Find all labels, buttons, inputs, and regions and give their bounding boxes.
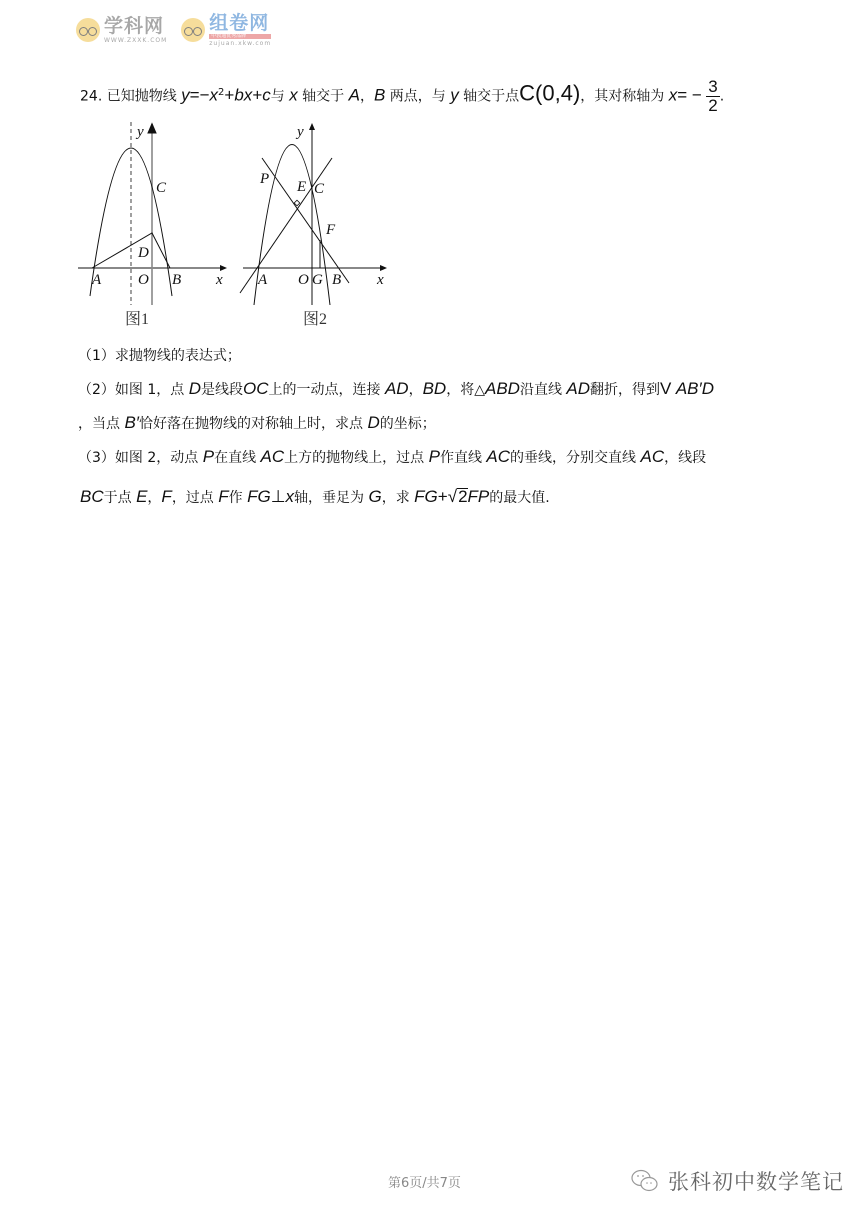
label-A: A — [258, 272, 268, 288]
brand-name: 张科初中数学笔记 — [668, 1170, 844, 1194]
part-text: 作直线 — [439, 450, 482, 466]
math-sqrt-sign: √ — [447, 487, 458, 506]
part-text: 上方的抛物线上，过点 — [284, 450, 425, 466]
stem-text: ， — [359, 88, 374, 105]
part-text: 恰好落在抛物线的对称轴上时，求点 — [138, 416, 363, 432]
part-2-line-1 — [78, 379, 714, 400]
part-text: 作 — [228, 490, 243, 506]
label-O: O — [138, 272, 149, 288]
stem-text: 轴交于 — [302, 88, 345, 105]
part-text: 在直线 — [214, 450, 257, 466]
stem-text: 与 — [270, 88, 285, 105]
part-text: 沿直线 — [519, 382, 562, 398]
math-eq: = − — [677, 85, 702, 105]
math-G: G — [368, 487, 382, 506]
logo-zujuan — [181, 11, 272, 47]
stem-text: ，其对称轴为 — [580, 88, 665, 105]
label-y: y — [297, 124, 304, 140]
label-B: B — [332, 272, 342, 288]
logo-zxxk — [76, 14, 168, 44]
footer-brand — [630, 1166, 844, 1196]
math-perp: ⊥ — [270, 487, 286, 506]
label-G: G — [312, 272, 323, 288]
stem-text: . — [719, 88, 725, 105]
label-E: E — [297, 179, 307, 195]
part-text: ，将△ — [446, 382, 485, 398]
math-x: x — [285, 487, 295, 506]
part-text: ，当点 — [78, 416, 120, 432]
part-text: ，线段 — [664, 450, 707, 466]
figure-2-caption: 图2 — [303, 311, 328, 328]
math-F: F — [161, 487, 172, 506]
math-AD: AD — [566, 379, 591, 398]
fraction-denominator: 2 — [708, 96, 718, 115]
part-3-line-2 — [80, 487, 550, 508]
part-label: （2） — [78, 382, 115, 398]
figure-2-graph — [236, 118, 396, 308]
math-y: y — [450, 85, 459, 105]
math-fraction — [706, 78, 719, 115]
part-text: 如图 1，点 — [114, 382, 185, 398]
math-x: x — [668, 85, 678, 105]
math-triangle: V — [660, 379, 672, 398]
part-text: 是线段 — [201, 382, 244, 398]
math-sqrt-radicand: 2 — [458, 487, 468, 506]
math-AC: AC — [260, 447, 285, 466]
math-point-C: C(0,4) — [519, 80, 581, 106]
math-bx: bx — [234, 85, 253, 105]
math-x: x — [289, 85, 298, 105]
math-sup: 2 — [218, 86, 225, 98]
math-E: E — [136, 487, 148, 506]
label-F: F — [326, 222, 336, 238]
math-ABprimeD: AB′D — [675, 379, 714, 398]
header-logos — [76, 10, 271, 50]
question-number: 24. — [80, 88, 103, 105]
math-FG: FG — [247, 487, 271, 506]
part-text: 的垂线，分别交直线 — [510, 450, 637, 466]
part-text: 求抛物线的表达式； — [114, 348, 241, 364]
logo-zxxk-name: 学科网 — [104, 14, 165, 37]
label-x: x — [377, 272, 384, 288]
question-stem — [80, 78, 724, 115]
logo-zxxk-url: WWW.ZXXK.COM — [104, 36, 168, 44]
part-2-line-2 — [78, 413, 436, 434]
label-C: C — [314, 181, 325, 197]
stem-text: 两点，与 — [389, 88, 446, 105]
math-ABD: ABD — [485, 379, 520, 398]
math-FP: FP — [467, 487, 490, 506]
part-text: ， — [147, 490, 162, 506]
figure-1 — [76, 118, 236, 333]
part-text: 翻折，得到 — [590, 382, 661, 398]
math-B: B — [373, 85, 386, 105]
label-O: O — [298, 272, 309, 288]
math-eq: =− — [189, 85, 210, 105]
mascot-icon — [76, 18, 100, 42]
part-text: 轴，垂足为 — [294, 490, 365, 506]
math-D: D — [367, 413, 380, 432]
mascot-graduate-icon — [181, 18, 205, 42]
math-BD: BD — [422, 379, 447, 398]
math-P: P — [428, 447, 440, 466]
math-D: D — [188, 379, 202, 398]
math-plus: + — [224, 85, 235, 105]
label-A: A — [92, 272, 102, 288]
label-x: x — [216, 272, 223, 288]
logo-zujuan-url: zujuan.xkw.com — [209, 39, 272, 47]
math-AC: AC — [640, 447, 665, 466]
math-OC: OC — [243, 379, 269, 398]
part-label: （3） — [78, 450, 115, 466]
math-c: c — [262, 85, 271, 105]
logo-zujuan-name: 组卷网 — [209, 11, 270, 34]
label-P: P — [260, 171, 270, 187]
wechat-icon — [630, 1168, 660, 1194]
part-text: 于点 — [103, 490, 132, 506]
part-text: ，求 — [381, 490, 410, 506]
math-FG: FG — [414, 487, 438, 506]
math-BC: BC — [80, 487, 104, 506]
part-text: ， — [408, 382, 423, 398]
math-P: P — [202, 447, 215, 466]
figure-1-graph — [76, 118, 236, 308]
label-B: B — [172, 272, 182, 288]
part-text: ，过点 — [171, 490, 214, 506]
label-C: C — [156, 180, 167, 196]
math-A: A — [348, 85, 360, 105]
part-1 — [78, 346, 241, 366]
math-AD: AD — [384, 379, 409, 398]
fraction-numerator: 3 — [708, 77, 718, 96]
math-x: x — [209, 85, 219, 105]
part-text: 如图 2，动点 — [114, 450, 199, 466]
logo-zujuan-ribbon: 中教通优秀品牌 — [209, 34, 271, 39]
page-number: 第6页/共7页 — [388, 1176, 461, 1191]
stem-text: 已知抛物线 — [106, 88, 177, 105]
math-AC: AC — [486, 447, 511, 466]
math-plus: + — [437, 487, 448, 506]
math-F: F — [218, 487, 229, 506]
math-y: y — [181, 85, 190, 105]
part-label: （1） — [78, 348, 115, 364]
figure-2 — [236, 118, 396, 333]
label-D: D — [138, 245, 149, 261]
math-Bprime: B′ — [124, 413, 139, 432]
figure-1-caption: 图1 — [125, 311, 150, 328]
stem-text: 轴交于点 — [463, 88, 520, 105]
part-text: 上的一动点，连接 — [268, 382, 381, 398]
part-text: 的最大值. — [489, 490, 550, 506]
part-text: 的坐标； — [379, 416, 436, 432]
math-plus: + — [252, 85, 263, 105]
label-y: y — [137, 124, 144, 140]
part-3-line-1 — [78, 447, 706, 468]
